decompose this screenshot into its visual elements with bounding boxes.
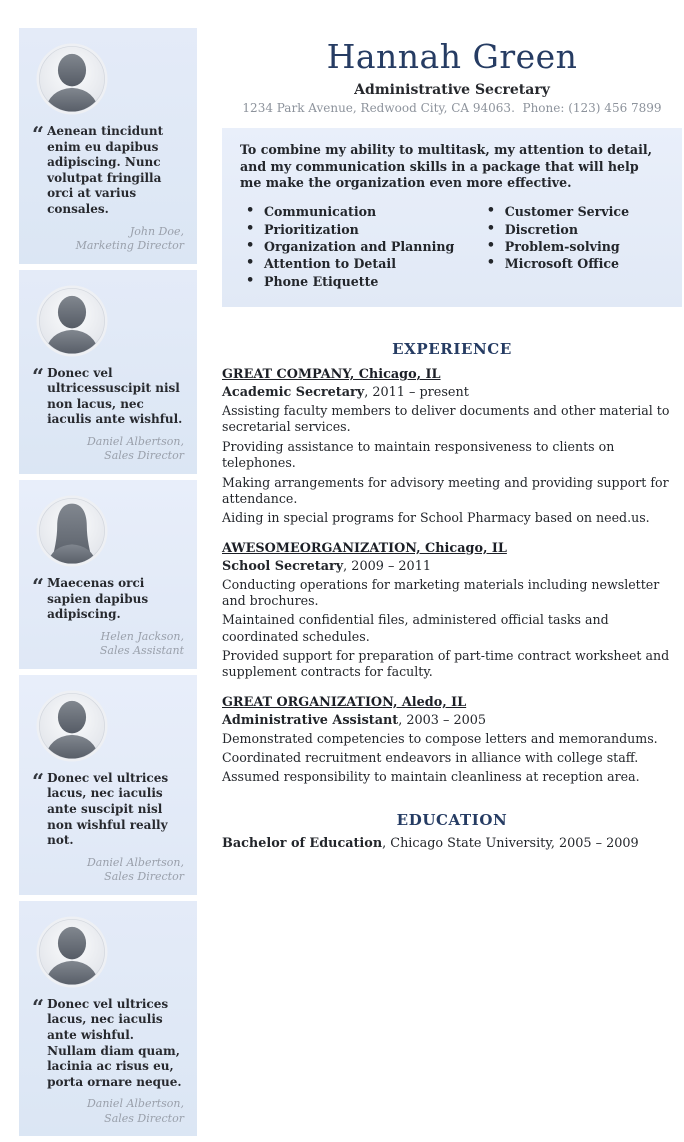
testimonial-quote: Maecenas orci sapien dapibus adipiscing.	[47, 576, 149, 622]
person-avatar-icon	[35, 284, 109, 358]
skill-item: • Microsoft Office	[483, 256, 664, 271]
person-avatar-icon	[35, 689, 109, 763]
person-avatar-icon	[35, 42, 109, 116]
testimonial-author: Helen Jackson,	[100, 629, 184, 643]
quote-icon: “	[32, 994, 43, 1020]
testimonial-author: Daniel Albertson,	[86, 434, 184, 448]
job-role-line	[222, 559, 682, 574]
testimonial-card	[19, 270, 197, 474]
skill-item: • Prioritization	[242, 222, 465, 237]
skill-item: • Phone Etiquette	[242, 274, 465, 289]
skill-item: • Discretion	[483, 222, 664, 237]
job-duty: Provided support for preparation of part-time contract worksheet and supplement contracts for faculty.	[222, 648, 670, 680]
job-role: Administrative Assistant	[222, 712, 399, 728]
job-role: Academic Secretary	[222, 385, 365, 401]
job-dates: , 2009 – 2011	[343, 558, 431, 574]
testimonial-card	[19, 28, 197, 264]
skill-item: • Problem-solving	[483, 239, 664, 254]
skill-item: • Communication	[242, 204, 465, 219]
job-dates: , 2003 – 2005	[398, 712, 487, 728]
skill-item: • Organization and Planning	[242, 239, 465, 254]
education-degree: Bachelor of Education	[222, 835, 383, 851]
testimonial-role: Sales Director	[104, 449, 184, 463]
skills-column-right	[465, 204, 664, 291]
summary-box	[222, 128, 682, 307]
candidate-name: Hannah Green	[326, 37, 578, 76]
skills-list	[240, 204, 664, 291]
contact-line: 1234 Park Avenue, Redwood City, CA 94063. Phone: (123) 456 7899	[242, 100, 662, 115]
objective-text: To combine my ability to multitask, my attention to detail, and my communication skills in a package that will help me make the organization even more effective.	[240, 141, 653, 191]
job-duty: Making arrangements for advisory meeting and providing support for attendance.	[222, 474, 669, 506]
testimonial-author: John Doe,	[129, 224, 184, 238]
testimonial-quote: Donec vel ultrices lacus, nec iaculis ante wishful. Nullam diam quam, lacinia ac risus eu, porta ornare neque.	[47, 996, 182, 1089]
candidate-title: Administrative Secretary	[354, 81, 550, 98]
job-company: GREAT COMPANY, Chicago, IL	[222, 367, 441, 383]
job-duty: Coordinated recruitment endeavors in alliance with college staff.	[222, 750, 639, 766]
skills-column-left	[240, 204, 465, 291]
testimonial-role: Sales Director	[104, 1111, 184, 1125]
job-company: GREAT ORGANIZATION, Aledo, IL	[222, 694, 467, 710]
testimonial-author: Daniel Albertson,	[86, 1097, 184, 1111]
testimonial-quote: Donec vel ultrices lacus, nec iaculis ante suscipit nisl non wishful really not.	[47, 770, 169, 848]
job-role-line	[222, 385, 682, 400]
skill-item: • Customer Service	[483, 204, 664, 219]
skill-item: • Attention to Detail	[242, 256, 465, 271]
testimonials-sidebar	[19, 28, 197, 1142]
testimonial-quote: Donec vel ultricessuscipit nisl non lacus, nec iaculis ante wishful.	[47, 365, 183, 427]
quote-icon: “	[32, 768, 43, 794]
job-duty: Aiding in special programs for School Pharmacy based on need.us.	[222, 510, 650, 526]
person-avatar-icon	[35, 494, 109, 568]
job-duty: Assisting faculty members to deliver documents and other material to secretarial services.	[222, 403, 670, 435]
experience-heading: EXPERIENCE	[392, 340, 512, 359]
testimonial-card	[19, 675, 197, 895]
resume-main-column	[222, 37, 682, 851]
job-company: AWESOMEORGANIZATION, Chicago, IL	[222, 540, 507, 556]
education-entry	[222, 836, 682, 851]
job-role-line	[222, 713, 682, 728]
job-dates: , 2011 – present	[364, 385, 469, 401]
testimonial-quote: Aenean tincidunt enim eu dapibus adipiscing. Nunc volutpat fringilla orci at varius consales.	[47, 124, 164, 216]
job-duty: Providing assistance to maintain responsiveness to clients on telephones.	[222, 438, 615, 471]
education-heading: EDUCATION	[396, 810, 508, 829]
testimonial-card	[19, 901, 197, 1137]
job-entry	[222, 367, 682, 527]
quote-icon: “	[32, 363, 43, 389]
job-entry	[222, 541, 682, 681]
job-duty: Assumed responsibility to maintain cleanliness at reception area.	[222, 769, 640, 785]
job-role: School Secretary	[222, 558, 344, 574]
job-duty: Conducting operations for marketing materials including newsletter and brochures.	[222, 576, 660, 608]
testimonial-role: Sales Director	[104, 870, 184, 884]
education-details: , Chicago State University, 2005 – 2009	[382, 835, 639, 851]
job-duty: Maintained confidential files, administered official tasks and coordinated schedules.	[222, 612, 609, 644]
testimonial-author: Daniel Albertson,	[86, 855, 184, 869]
quote-icon: “	[32, 574, 43, 599]
job-entry	[222, 695, 682, 786]
quote-icon: “	[32, 122, 43, 147]
testimonial-card	[19, 480, 197, 669]
testimonial-role: Marketing Director	[75, 239, 184, 253]
person-avatar-icon	[35, 915, 109, 989]
testimonial-role: Sales Assistant	[99, 644, 184, 658]
job-duty: Demonstrated competencies to compose letters and memorandums.	[222, 730, 658, 746]
